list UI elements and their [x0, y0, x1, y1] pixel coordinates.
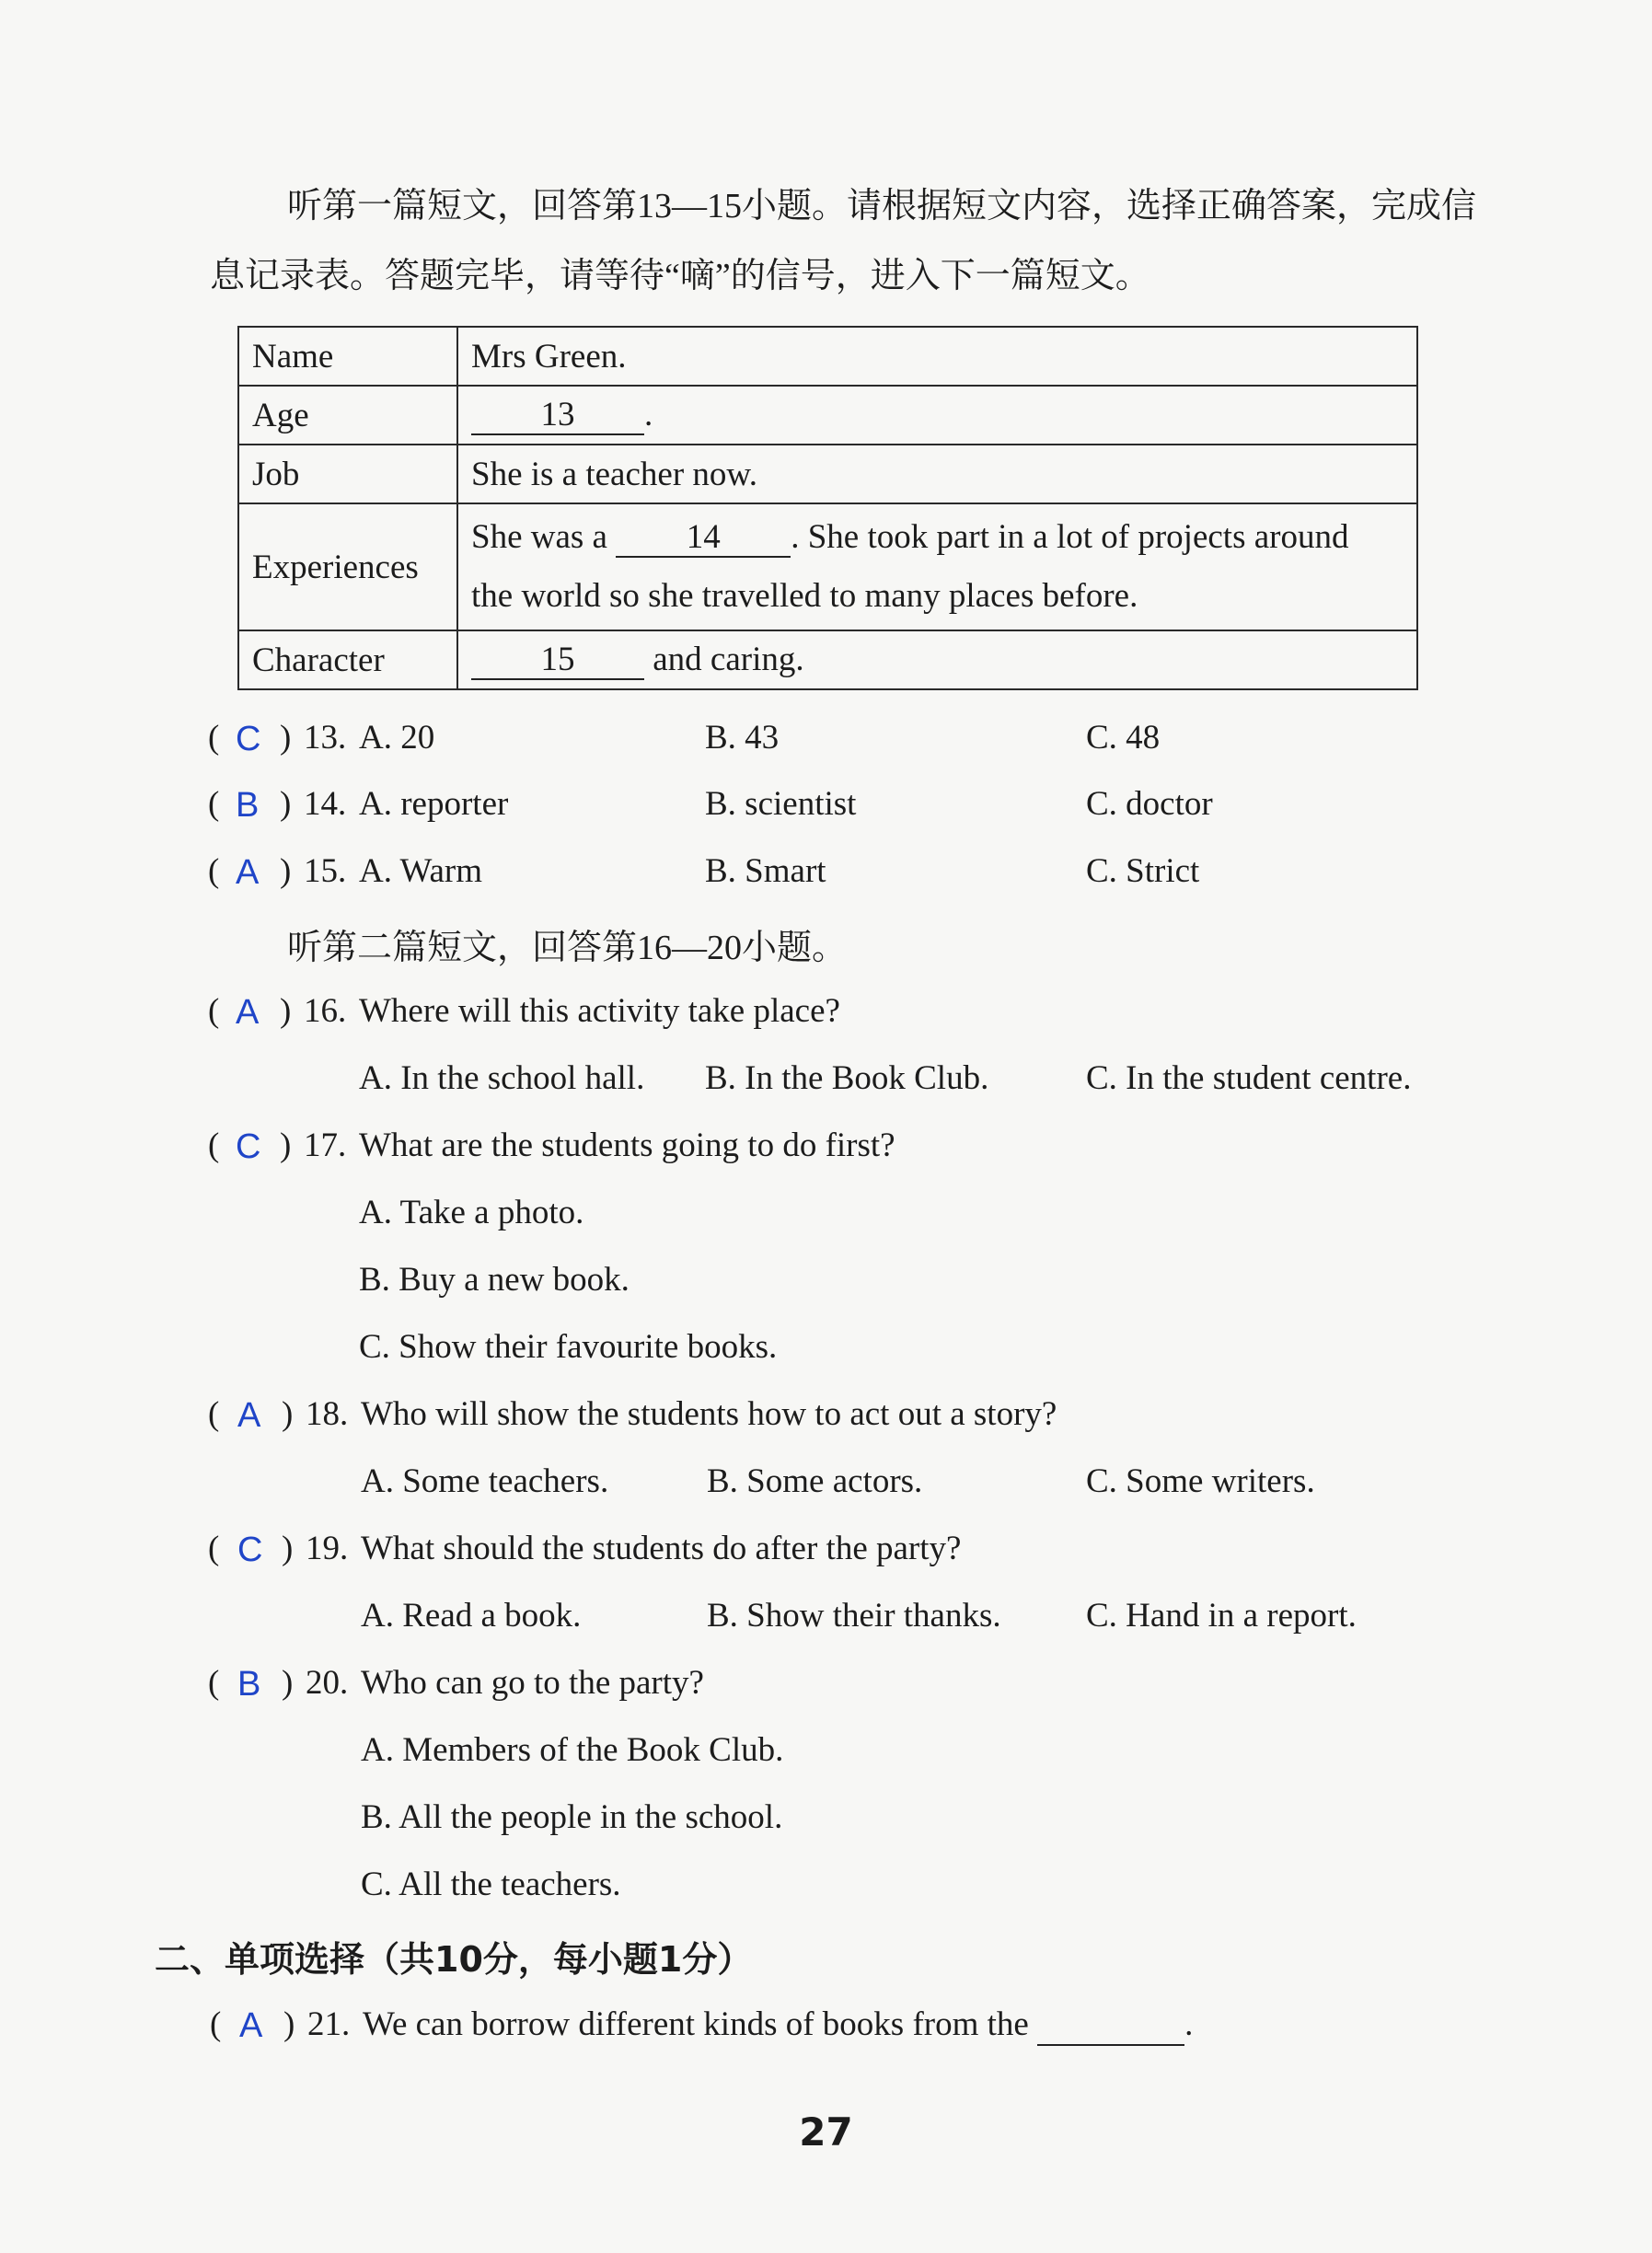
answer-13[interactable]: C — [236, 720, 261, 758]
question-number-20: 20. — [306, 1664, 349, 1702]
question-number-17: 17. — [304, 1126, 347, 1164]
age-suffix: . — [644, 396, 653, 433]
answer-14[interactable]: B — [236, 786, 260, 825]
q15-option-c: C. Strict — [1086, 852, 1200, 890]
q17-option-c: C. Show their favourite books. — [359, 1328, 778, 1366]
second-passage-instruction: 听第二篇短文，回答第16—20小题。 — [287, 929, 848, 967]
question-number-14: 14. — [304, 785, 347, 823]
answer-19[interactable]: C — [237, 1531, 263, 1569]
age-cell — [457, 386, 1417, 445]
paren-open: ( — [208, 719, 220, 757]
question-stem-16: Where will this activity take place? — [359, 992, 840, 1030]
q13-option-a: A. 20 — [359, 719, 435, 757]
job-value: She is a teacher now. — [457, 445, 1417, 503]
paren-open: ( — [208, 785, 220, 823]
info-record-table — [237, 326, 1418, 690]
q16-option-c: C. In the student centre. — [1086, 1059, 1412, 1097]
q18-option-b: B. Some actors. — [707, 1462, 923, 1500]
q18-option-c: C. Some writers. — [1086, 1462, 1315, 1500]
paren-close: ) — [282, 1664, 294, 1702]
paren-open: ( — [208, 1530, 220, 1567]
exp-suffix: . She took part in a lot of projects around — [791, 518, 1349, 556]
question-number-18: 18. — [306, 1395, 349, 1433]
q14-option-b: B. scientist — [705, 785, 857, 823]
blank-15: 15 — [471, 641, 644, 680]
q19-option-a: A. Read a book. — [361, 1597, 582, 1635]
paren-close: ) — [280, 1126, 292, 1164]
question-number-15: 15. — [304, 852, 347, 890]
blank-14: 14 — [616, 519, 791, 558]
job-label: Job — [238, 445, 457, 503]
question-stem-19: What should the students do after the party? — [361, 1530, 962, 1567]
q14-option-c: C. doctor — [1086, 785, 1213, 823]
table-row — [238, 327, 1417, 386]
paren-open: ( — [210, 2005, 222, 2043]
q15-option-b: B. Smart — [705, 852, 826, 890]
q17-option-b: B. Buy a new book. — [359, 1261, 630, 1299]
paren-close: ) — [280, 992, 292, 1030]
table-row — [238, 386, 1417, 445]
paren-open: ( — [208, 1126, 220, 1164]
q17-option-a: A. Take a photo. — [359, 1194, 584, 1231]
name-value: Mrs Green. — [457, 327, 1417, 386]
character-label: Character — [238, 630, 457, 689]
q21-end: . — [1184, 2005, 1194, 2043]
paren-open: ( — [208, 992, 220, 1030]
q19-option-b: B. Show their thanks. — [707, 1597, 1001, 1635]
question-stem-20: Who can go to the party? — [361, 1664, 704, 1702]
paren-open: ( — [208, 852, 220, 890]
question-number-19: 19. — [306, 1530, 349, 1567]
q15-option-a: A. Warm — [359, 852, 483, 890]
answer-17[interactable]: C — [236, 1127, 261, 1166]
q21-stem-text: We can borrow different kinds of books from the — [363, 2005, 1029, 2043]
q21-blank — [1037, 2005, 1184, 2046]
question-number-16: 16. — [304, 992, 347, 1030]
exp-prefix: She was a — [471, 518, 607, 556]
q20-option-c: C. All the teachers. — [361, 1866, 621, 1903]
intro-paragraph — [210, 171, 1480, 311]
exp-line-2: the world so she travelled to many places before. — [471, 577, 1138, 615]
question-number-21: 21. — [307, 2005, 351, 2043]
answer-18[interactable]: A — [237, 1396, 261, 1435]
question-number-13: 13. — [304, 719, 347, 757]
answer-15[interactable]: A — [236, 853, 260, 892]
table-row — [238, 445, 1417, 503]
q18-option-a: A. Some teachers. — [361, 1462, 609, 1500]
table-row — [238, 630, 1417, 689]
section-heading-single-choice: 二、单项选择（共10分，每小题1分） — [155, 1939, 753, 1980]
paren-open: ( — [208, 1664, 220, 1702]
q19-option-c: C. Hand in a report. — [1086, 1597, 1357, 1635]
q13-option-b: B. 43 — [705, 719, 780, 757]
paren-close: ) — [282, 1530, 294, 1567]
paren-open: ( — [208, 1395, 220, 1433]
q16-option-b: B. In the Book Club. — [705, 1059, 989, 1097]
name-label: Name — [238, 327, 457, 386]
question-stem-21 — [363, 2005, 1193, 2046]
page-number: 27 — [799, 2109, 853, 2155]
intro-line-1: 听第一篇短文，回答第13—15小题。请根据短文内容，选择正确答案，完成信 — [287, 187, 1477, 225]
question-stem-17: What are the students going to do first? — [359, 1126, 895, 1164]
q20-option-b: B. All the people in the school. — [361, 1798, 783, 1836]
q20-option-a: A. Members of the Book Club. — [361, 1731, 784, 1769]
question-stem-18: Who will show the students how to act out a story? — [361, 1395, 1057, 1433]
answer-21[interactable]: A — [239, 2006, 263, 2045]
paren-close: ) — [282, 1395, 294, 1433]
q14-option-a: A. reporter — [359, 785, 509, 823]
answer-20[interactable]: B — [237, 1665, 261, 1704]
age-label: Age — [238, 386, 457, 445]
paren-close: ) — [280, 719, 292, 757]
q13-option-c: C. 48 — [1086, 719, 1161, 757]
experiences-cell — [457, 503, 1417, 630]
experiences-label: Experiences — [238, 503, 457, 630]
paren-close: ) — [280, 785, 292, 823]
character-cell — [457, 630, 1417, 689]
blank-13: 13 — [471, 397, 644, 435]
answer-16[interactable]: A — [236, 993, 260, 1032]
paren-close: ) — [280, 852, 292, 890]
intro-line-2: 息记录表。答题完毕，请等待“嘀”的信号，进入下一篇短文。 — [210, 257, 1150, 295]
q16-option-a: A. In the school hall. — [359, 1059, 645, 1097]
table-row — [238, 503, 1417, 630]
paren-close: ) — [283, 2005, 295, 2043]
char-suffix: and caring. — [653, 641, 804, 678]
